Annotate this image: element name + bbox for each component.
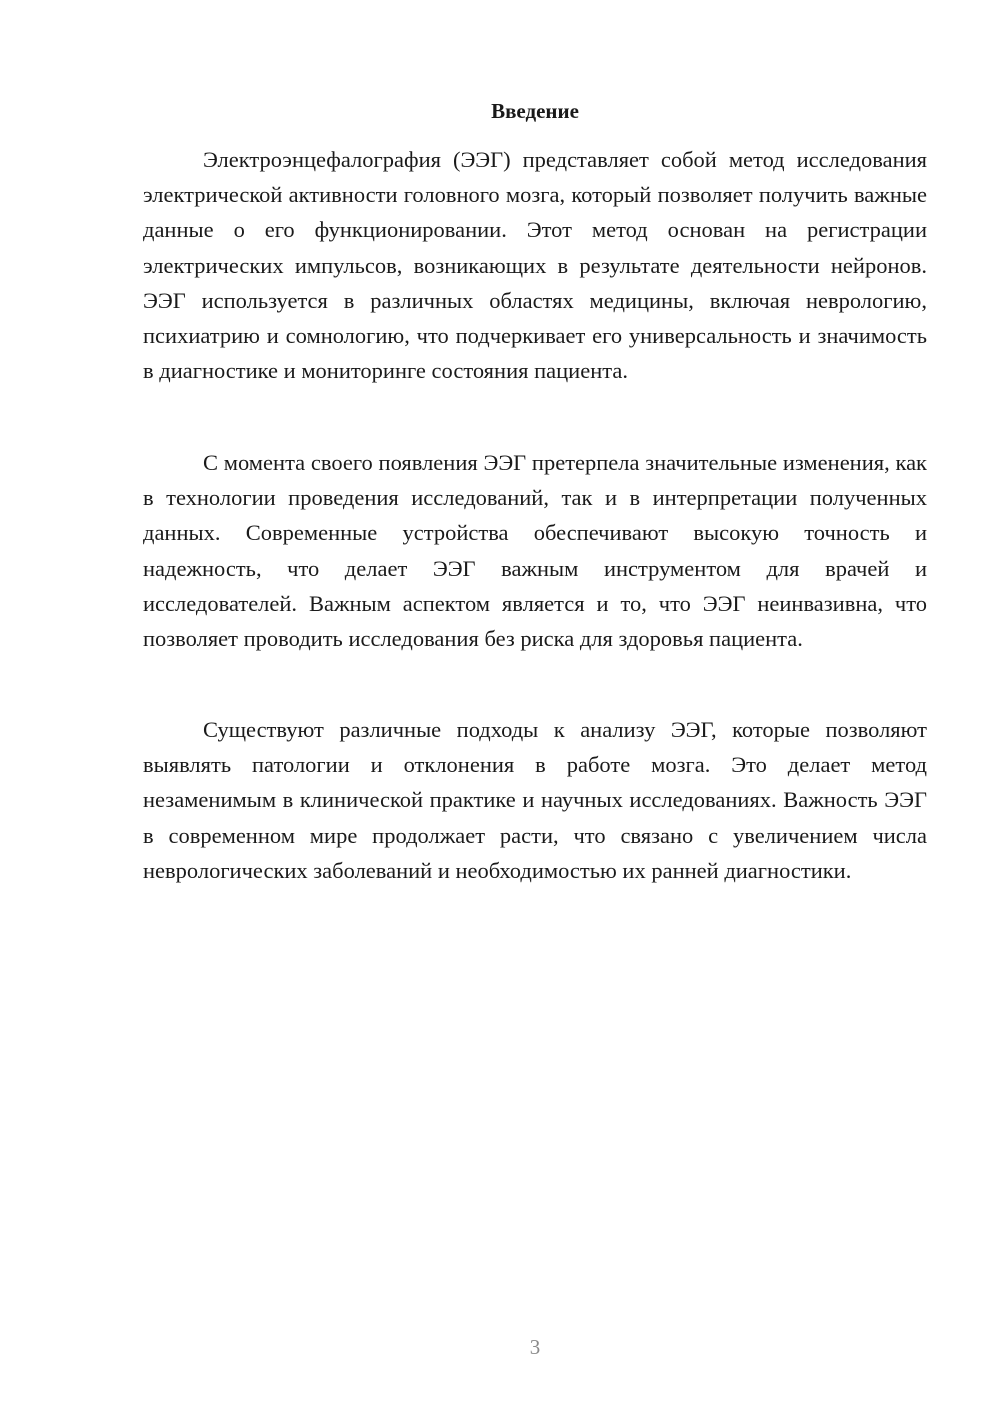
paragraph-1: Электроэнцефалография (ЭЭГ) представляет собой метод исследования электрической активности головного мозга, который позволяет получить важные данные о его функционировании. Этот метод основан на регистрации электрических импульсов, возникающих в результате деятельности нейронов. ЭЭГ используется в различных областях медицины, включая неврологию, психиатрию и сомнологию, что подчеркивает его универсальность и значимость в диагностике и мониторинге состояния пациента. [143, 147, 927, 384]
paragraph-2: С момента своего появления ЭЭГ претерпела значительные изменения, как в технологии проведения исследований, так и в интерпретации полученных данных. Современные устройства обеспечивают высокую точность и надежность, что делает ЭЭГ важным инструментом для врачей и исследователей. Важным аспектом является и то, что ЭЭГ неинвазивна, что позволяет проводить исследования без риска для здоровья пациента. [143, 450, 927, 652]
page-number: 3 [529, 1335, 541, 1359]
paragraph-3: Существуют различные подходы к анализу ЭЭГ, которые позволяют выявлять патологии и отклонения в работе мозга. Это делает метод незаменимым в клинической практике и научных исследованиях. Важность ЭЭГ в современном мире продолжает расти, что связано с увеличением числа неврологических заболеваний и необходимостью их ранней диагностики. [143, 717, 927, 883]
section-title: Введение [491, 99, 579, 123]
